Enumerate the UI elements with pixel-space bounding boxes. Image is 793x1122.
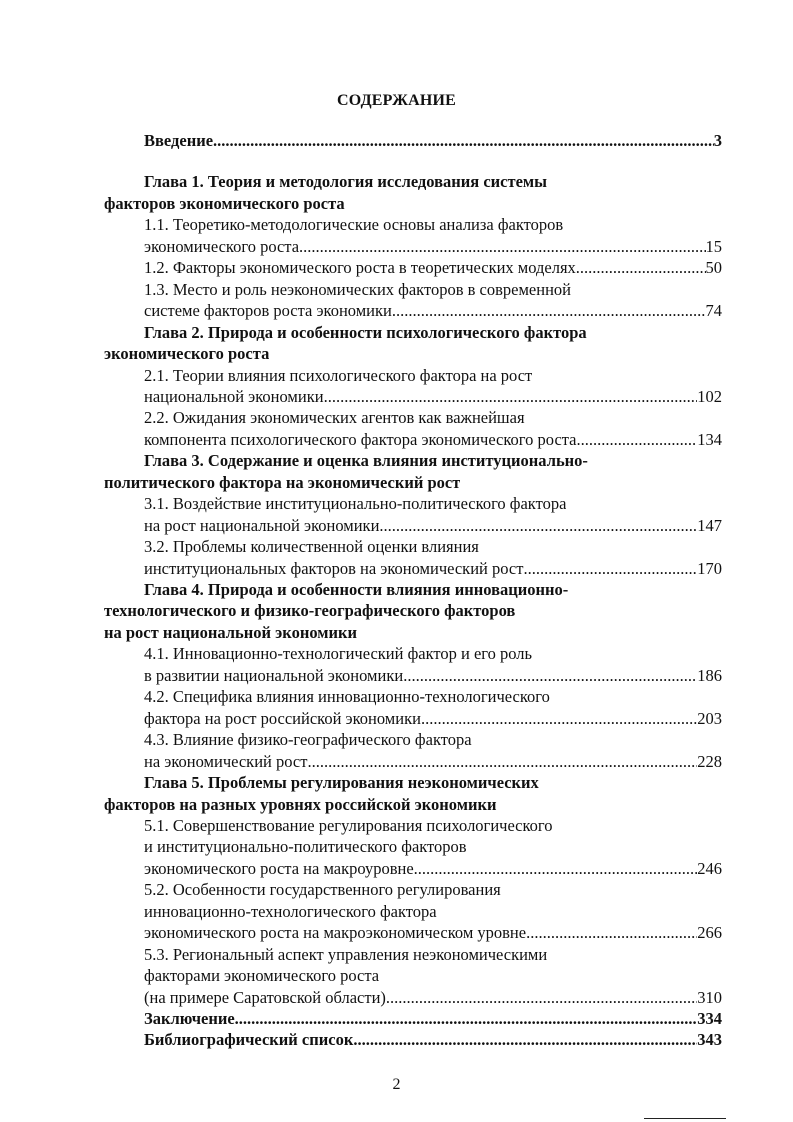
dot-leader bbox=[299, 237, 705, 257]
toc-page-number: 147 bbox=[697, 515, 722, 535]
toc-page-number: 50 bbox=[705, 258, 722, 278]
toc-section-line: 5.3. Региональный аспект управления неэкономическими bbox=[144, 944, 548, 964]
toc-section-line: 3.1. Воздействие институционально-политического фактора bbox=[144, 494, 567, 514]
toc-page-number: 186 bbox=[697, 665, 722, 685]
toc-entry-text: фактора на рост российской экономики bbox=[144, 708, 421, 728]
page-number: 2 bbox=[392, 1076, 401, 1093]
toc-page-number: 102 bbox=[697, 386, 722, 406]
toc-section-line: инновационно-технологического фактора bbox=[144, 901, 437, 921]
toc-section-line: 4.1. Инновационно-технологический фактор и его роль bbox=[144, 644, 533, 664]
toc-bibliography[interactable] bbox=[144, 1030, 722, 1050]
toc-entry-text: Заключение bbox=[144, 1009, 235, 1028]
toc-section-line: 5.1. Совершенствование регулирования психологического bbox=[144, 815, 553, 835]
toc-section-line: 4.2. Специфика влияния инновационно-технологического bbox=[144, 687, 550, 707]
toc-section[interactable] bbox=[144, 988, 722, 1008]
toc-page-number: 74 bbox=[705, 301, 722, 321]
toc-page-number: 170 bbox=[697, 558, 722, 578]
toc-entry-text: Введение bbox=[144, 131, 214, 150]
toc-entry-text: 1.2. Факторы экономического роста в теоретических моделях bbox=[144, 258, 576, 278]
toc-section-line: факторами экономического роста bbox=[144, 966, 380, 986]
toc-section[interactable] bbox=[144, 923, 722, 943]
toc-page-number: 343 bbox=[697, 1030, 722, 1050]
toc-page-number: 334 bbox=[697, 1009, 722, 1028]
toc-section[interactable] bbox=[144, 752, 722, 772]
chapter-title: факторов экономического роста bbox=[104, 193, 345, 213]
toc-page-number: 134 bbox=[697, 429, 722, 449]
dot-leader bbox=[235, 1009, 698, 1029]
chapter-title: Глава 2. Природа и особенности психологического фактора bbox=[144, 322, 587, 342]
dot-leader bbox=[526, 923, 697, 943]
dot-leader bbox=[213, 131, 714, 151]
dot-leader bbox=[414, 859, 698, 879]
chapter-title: Глава 5. Проблемы регулирования неэкономических bbox=[144, 773, 539, 793]
chapter-title: Глава 3. Содержание и оценка влияния институционально- bbox=[144, 451, 588, 471]
toc-entry-text: системе факторов роста экономики bbox=[144, 301, 392, 321]
toc-entry-text: компонента психологического фактора экономического роста bbox=[144, 429, 577, 449]
toc-section[interactable] bbox=[144, 237, 722, 257]
toc-page-number: 266 bbox=[697, 923, 722, 943]
toc-entry-text: на экономический рост bbox=[144, 751, 308, 771]
chapter-title: Глава 1. Теория и методология исследования системы bbox=[144, 172, 548, 192]
footer-rule bbox=[644, 1118, 726, 1119]
toc-entry-text: на рост национальной экономики bbox=[144, 515, 380, 535]
toc-section-line: 1.1. Теоретико-методологические основы анализа факторов bbox=[144, 215, 564, 235]
dot-leader bbox=[576, 258, 706, 278]
chapter-title: на рост национальной экономики bbox=[104, 622, 358, 642]
toc-section-line: и институционально-политического факторов bbox=[144, 837, 467, 857]
toc-intro[interactable] bbox=[144, 131, 722, 151]
page-title: СОДЕРЖАНИЕ bbox=[336, 92, 457, 109]
dot-leader bbox=[324, 387, 698, 407]
toc-page-number: 203 bbox=[697, 708, 722, 728]
dot-leader bbox=[577, 430, 698, 450]
toc-section[interactable] bbox=[144, 430, 722, 450]
toc-entry-text: (на примере Саратовской области) bbox=[144, 987, 386, 1007]
chapter-title: Глава 4. Природа и особенности влияния инновационно- bbox=[144, 580, 569, 599]
toc-section[interactable] bbox=[144, 709, 722, 729]
toc-section-line: 2.2. Ожидания экономических агентов как важнейшая bbox=[144, 408, 525, 428]
toc-section[interactable] bbox=[144, 387, 722, 407]
toc-section-line: 1.3. Место и роль неэкономических факторов в современной bbox=[144, 279, 571, 299]
toc-entry-text: экономического роста bbox=[144, 236, 300, 256]
dot-leader bbox=[523, 559, 697, 579]
dot-leader bbox=[403, 666, 697, 686]
dot-leader bbox=[392, 301, 706, 321]
toc-section[interactable] bbox=[144, 301, 722, 321]
toc-entry-text: в развитии национальной экономики bbox=[144, 665, 404, 685]
chapter-title: экономического роста bbox=[104, 344, 270, 364]
toc-entry-text: национальной экономики bbox=[144, 386, 324, 406]
dot-leader bbox=[307, 752, 697, 772]
toc-section[interactable] bbox=[144, 859, 722, 879]
toc-section-line: 3.2. Проблемы количественной оценки влияния bbox=[144, 537, 479, 557]
toc-conclusion[interactable] bbox=[144, 1009, 722, 1029]
toc-entry-text: Библиографический список bbox=[144, 1030, 354, 1050]
toc-section[interactable] bbox=[144, 559, 722, 579]
dot-leader bbox=[379, 516, 697, 536]
toc-section[interactable] bbox=[144, 516, 722, 536]
toc-section-line: 5.2. Особенности государственного регулирования bbox=[144, 880, 501, 900]
toc-section[interactable] bbox=[144, 666, 722, 686]
dot-leader bbox=[353, 1030, 697, 1050]
chapter-title: технологического и физико-географического факторов bbox=[104, 601, 516, 621]
chapter-title: политического фактора на экономический рост bbox=[104, 472, 461, 492]
toc-page-number: 15 bbox=[705, 236, 722, 256]
toc-section-line: 4.3. Влияние физико-географического фактора bbox=[144, 730, 472, 750]
toc-page-number: 246 bbox=[697, 858, 722, 878]
chapter-title: факторов на разных уровнях российской экономики bbox=[104, 794, 497, 814]
toc-page-number: 3 bbox=[713, 131, 722, 150]
dot-leader bbox=[421, 709, 697, 729]
toc-section-line: 2.1. Теории влияния психологического фактора на рост bbox=[144, 365, 533, 385]
toc-page-number: 228 bbox=[697, 751, 722, 771]
toc-section[interactable] bbox=[144, 258, 722, 278]
toc-entry-text: экономического роста на макроэкономическом уровне bbox=[144, 923, 527, 943]
toc-entry-text: экономического роста на макроуровне bbox=[144, 858, 414, 878]
dot-leader bbox=[386, 988, 697, 1008]
toc-page-number: 310 bbox=[697, 987, 722, 1007]
toc-entry-text: институциональных факторов на экономический рост bbox=[144, 558, 524, 578]
